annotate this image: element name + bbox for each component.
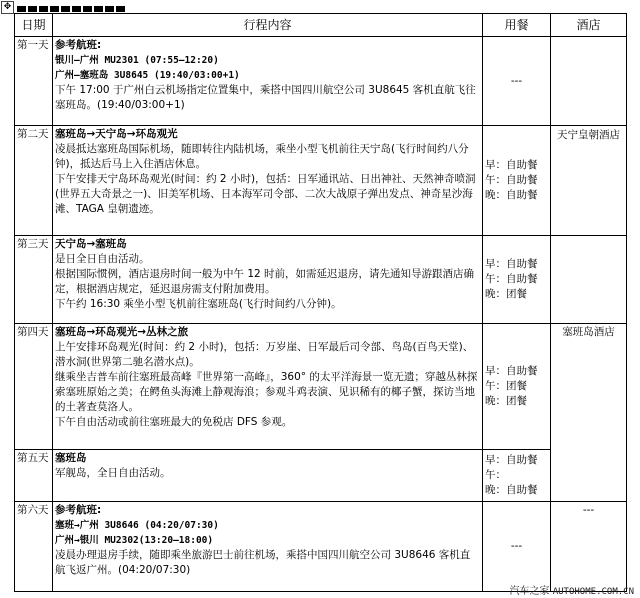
- itinerary-line: 根据国际惯例，酒店退房时间一般为中午 12 时前，如需延迟退房，请先通知导游跟酒店确定，根据酒店规定，延迟退房需支付附加费用。: [55, 268, 475, 295]
- watermark-site: AUTOHOME.COM.CN: [552, 587, 634, 597]
- header-hotel: 酒店: [551, 14, 627, 37]
- hotel-cell: [551, 126, 627, 236]
- hotel-cell: [551, 236, 627, 324]
- itinerary-line: 凌晨抵达塞班岛国际机场，随即转往内陆机场，乘坐小型飞机前往天宁岛(飞行时间约八分钟)，抵达后马上入住酒店休息。: [55, 143, 469, 170]
- meal-cell: [483, 450, 551, 502]
- table-row-day6: [15, 502, 627, 592]
- itinerary-table: [14, 13, 627, 592]
- meal-cell: [483, 126, 551, 236]
- meal-line: 早：自助餐: [485, 454, 538, 466]
- hotel-name: 塞班岛酒店: [562, 326, 615, 338]
- meal-cell: [483, 236, 551, 324]
- meal-cell: [483, 37, 551, 126]
- meal-line: 午：: [485, 469, 506, 481]
- itinerary-line: 下午约 16:30 乘坐小型飞机前往塞班岛(飞行时间约八分钟)。: [55, 298, 342, 310]
- watermark-brand: 汽车之家: [509, 586, 550, 597]
- itinerary-line: 军舰岛，全日自由活动。: [55, 467, 171, 479]
- itinerary-cell: [53, 37, 483, 126]
- itinerary-cell: [53, 502, 483, 592]
- hotel-cell: [551, 324, 627, 502]
- itinerary-line: 继乘坐吉普车前往塞班最高峰『世界第一高峰』，360° 的太平洋海景一览无遗；穿越丛林探索塞班原始之美；在鳄鱼头海滩上静观海浪；参观斗鸡表演、见识稀有的椰子蟹，探访当地的土著查莫洛人。: [55, 371, 478, 413]
- table-row-day1: [15, 37, 627, 126]
- table-row-day4: [15, 324, 627, 450]
- itinerary-line: 下午自由活动或前往塞班最大的免税店 DFS 参观。: [55, 416, 293, 428]
- hotel-name: 天宁皇朝酒店: [557, 129, 620, 141]
- flight-line: 塞班→广州 3U8646 (04:20/07:30): [55, 520, 219, 531]
- meal-line: 晚：团餐: [485, 288, 527, 300]
- table-row-day2: [15, 126, 627, 236]
- meal-cell: [483, 324, 551, 450]
- day-label: 第一天: [15, 37, 53, 126]
- table-row-day5: [15, 450, 627, 502]
- hotel-cell: [551, 37, 627, 126]
- meal-line: ---: [510, 74, 523, 87]
- meal-line: 早：自助餐: [485, 258, 538, 270]
- day-label: 第三天: [15, 236, 53, 324]
- meal-line: ---: [510, 540, 523, 552]
- hotel-name: ---: [582, 504, 595, 516]
- flight-line: 广州→银川 MU2302(13:20—18:00): [55, 535, 214, 546]
- meal-line: 早：自助餐: [485, 159, 538, 171]
- itinerary-cell: [53, 236, 483, 324]
- meal-line: 晚：自助餐: [485, 189, 538, 201]
- meal-line: 午：自助餐: [485, 174, 538, 186]
- itinerary-line: 下午安排天宁岛环岛观光(时间：约 2 小时)，包括：日军通讯站、日出神社、天然神奇喷洞(世界五大奇景之一)、旧美军机场、日本海军司令部、二次大战原子弹出发点、神奇星沙海滩、TAGA 皇朝遗迹。: [55, 173, 476, 215]
- itinerary-line: 参考航班:: [55, 39, 102, 51]
- header-meals: 用餐: [483, 14, 551, 37]
- meal-line: 晚：团餐: [485, 395, 527, 407]
- day-label: 第五天: [15, 450, 53, 502]
- itinerary-cell: [53, 450, 483, 502]
- table-anchor-icon[interactable]: ✥: [1, 1, 14, 14]
- itinerary-line: 天宁岛→塞班岛: [55, 238, 127, 250]
- meal-line: 午：自助餐: [485, 273, 538, 285]
- itinerary-line: 塞班岛→天宁岛→环岛观光: [55, 128, 178, 140]
- meal-cell: [483, 502, 551, 592]
- day-label: 第二天: [15, 126, 53, 236]
- meal-line: 晚：自助餐: [485, 484, 538, 496]
- itinerary-line: 凌晨办理退房手续，随即乘坐旅游巴士前往机场，乘搭中国四川航空公司 3U8646 客机直航飞返广州。(04:20/07:30): [55, 549, 471, 576]
- cropped-heading-text: [17, 6, 127, 12]
- itinerary-line: 上午安排环岛观光(时间：约 2 小时)，包括：万岁崖、日军最后司令部、鸟岛(百鸟天堂)、潜水洞(世界第二驰名潜水点)。: [55, 341, 474, 368]
- itinerary-line: 参考航班:: [55, 504, 102, 516]
- header-day: 日期: [15, 14, 53, 37]
- table-header-row: [15, 14, 627, 37]
- meal-line: 早：自助餐: [485, 365, 538, 377]
- watermark: [510, 582, 634, 597]
- day-label: 第六天: [15, 502, 53, 592]
- table-row-day3: [15, 236, 627, 324]
- itinerary-line: 塞班岛→环岛观光→丛林之旅: [55, 326, 189, 338]
- flight-line: 银川—广州 MU2301 (07:55—12:20): [55, 55, 219, 66]
- itinerary-cell: [53, 324, 483, 450]
- header-itinerary: 行程内容: [53, 14, 483, 37]
- meal-line: 午：团餐: [485, 380, 527, 392]
- flight-line: 广州—塞班岛 3U8645 (19:40/03:00+1): [55, 70, 240, 81]
- day-label: 第四天: [15, 324, 53, 450]
- itinerary-line: 下午 17:00 于广州白云机场指定位置集中，乘搭中国四川航空公司 3U8645 客机直航飞往塞班岛。(19:40/03:00+1): [55, 84, 476, 111]
- itinerary-cell: [53, 126, 483, 236]
- hotel-cell: [551, 502, 627, 592]
- itinerary-line: 塞班岛: [55, 452, 87, 464]
- itinerary-line: 是日全日自由活动。: [55, 253, 150, 265]
